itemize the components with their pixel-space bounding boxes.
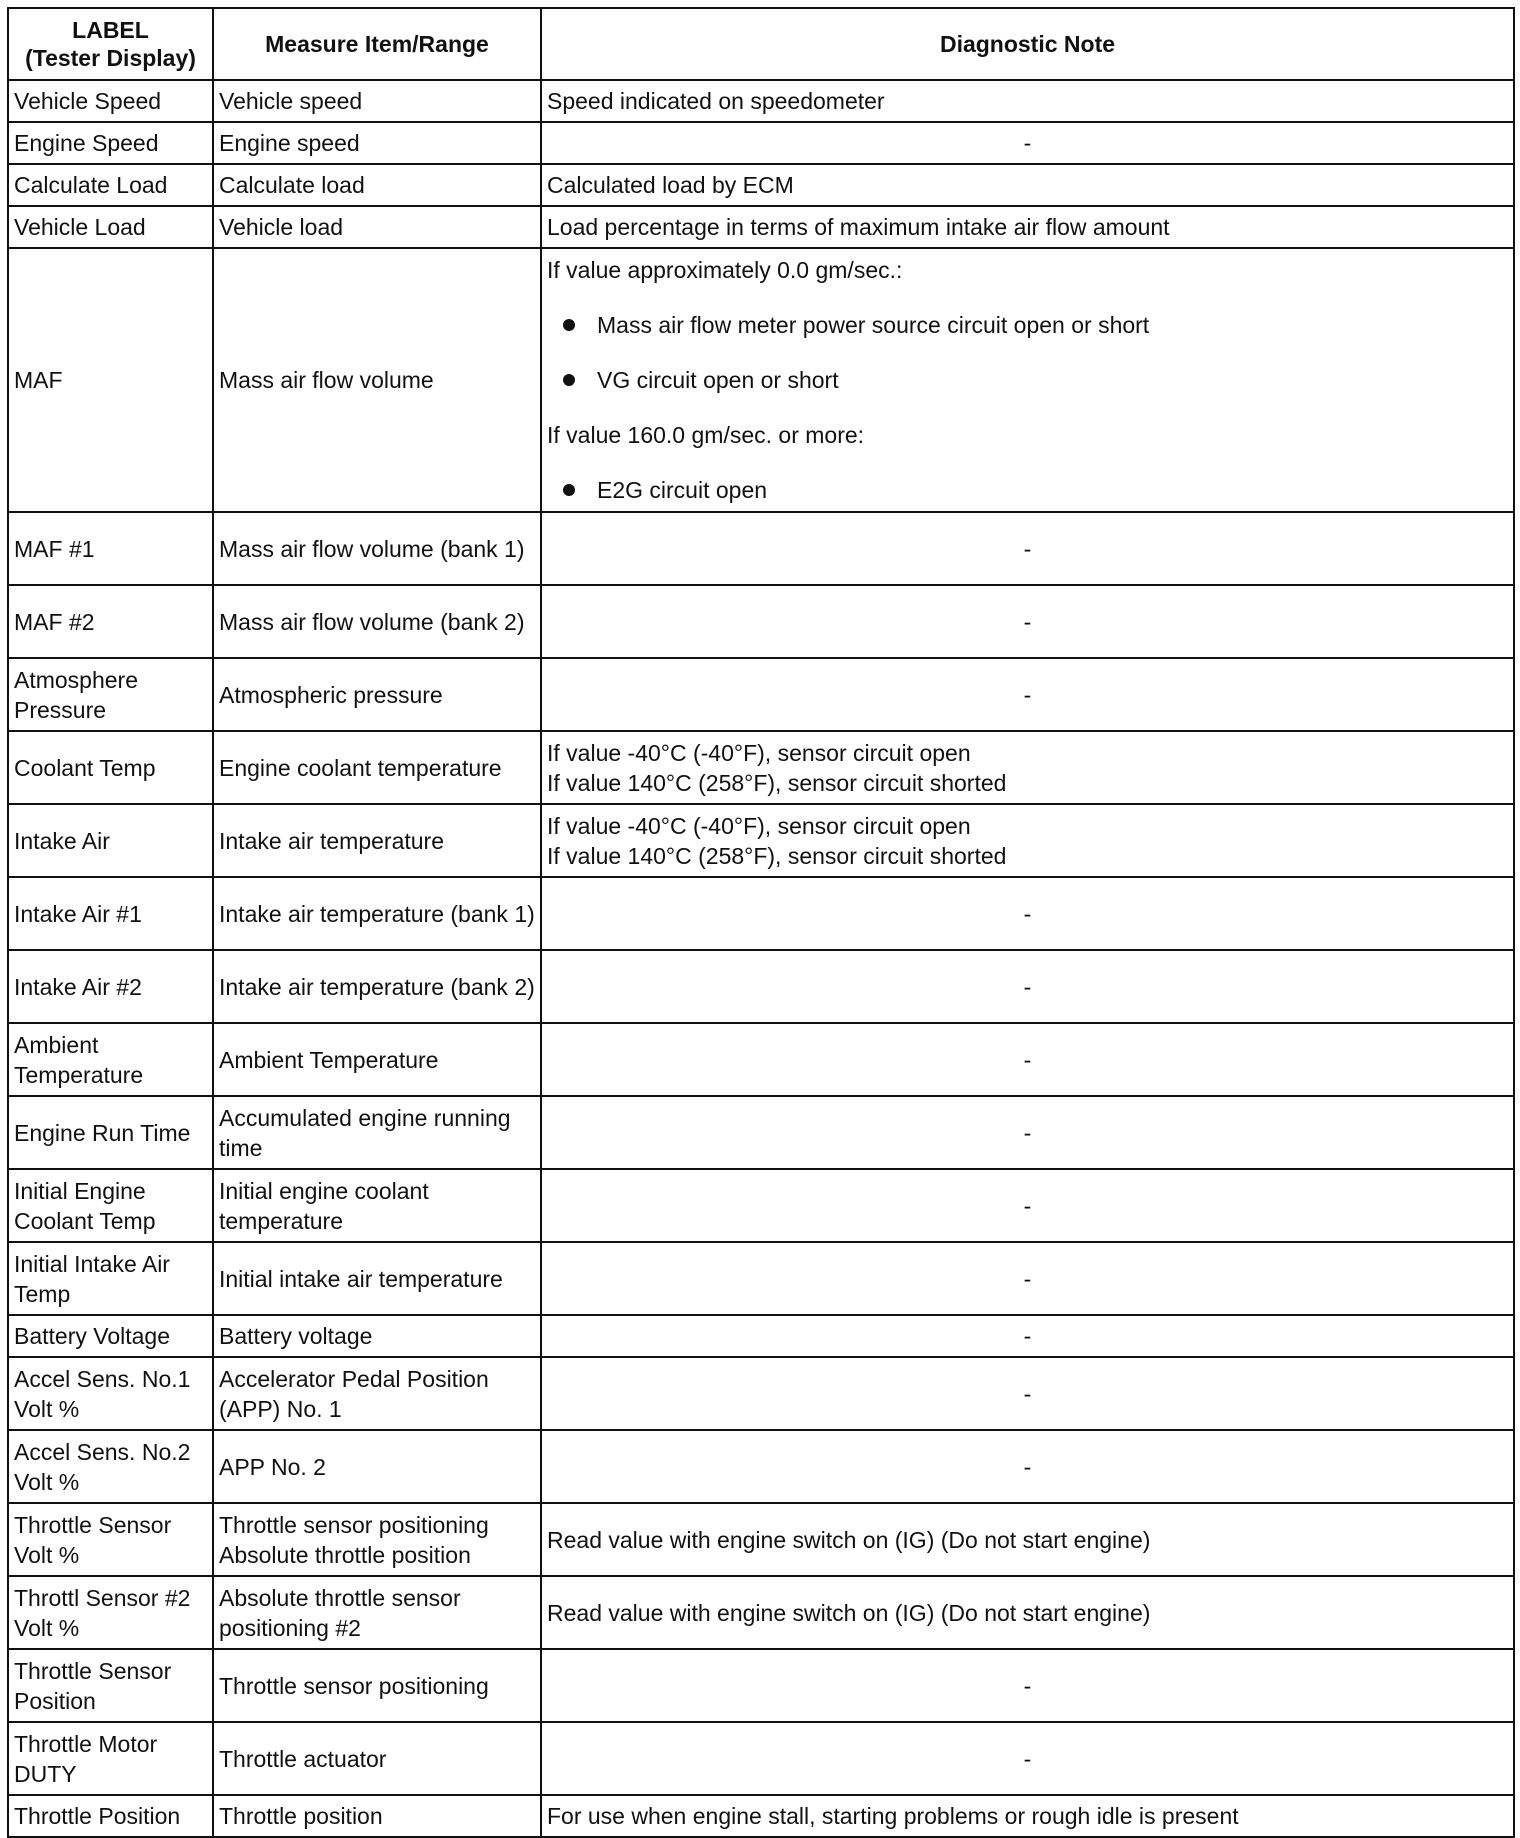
header-note: Diagnostic Note <box>541 8 1514 80</box>
label-cell: Initial Intake Air Temp <box>8 1242 213 1315</box>
note-cell: - <box>541 122 1514 164</box>
measure-cell: Throttle actuator <box>213 1722 541 1795</box>
measure-cell: Accumulated engine running time <box>213 1096 541 1169</box>
table-row <box>8 950 1514 1023</box>
measure-cell: Intake air temperature (bank 2) <box>213 950 541 1023</box>
table-row <box>8 1242 1514 1315</box>
note-cell: - <box>541 1096 1514 1169</box>
measure-cell: Vehicle speed <box>213 80 541 122</box>
measure-cell: Mass air flow volume (bank 1) <box>213 512 541 585</box>
measure-cell: Engine speed <box>213 122 541 164</box>
label-cell: Vehicle Load <box>8 206 213 248</box>
table-row <box>8 206 1514 248</box>
note-cell: Speed indicated on speedometer <box>541 80 1514 122</box>
note-cell: - <box>541 1242 1514 1315</box>
bullet-item <box>547 475 1508 505</box>
header-measure: Measure Item/Range <box>213 8 541 80</box>
bullet-item <box>547 365 1508 395</box>
measure-cell: Initial engine coolant temperature <box>213 1169 541 1242</box>
bullet-text: Mass air flow meter power source circuit open or short <box>597 312 1150 338</box>
bullet-text: E2G circuit open <box>597 477 768 503</box>
measure-cell: Throttle sensor positioning <box>213 1649 541 1722</box>
note-cell: - <box>541 950 1514 1023</box>
label-cell: MAF #1 <box>8 512 213 585</box>
note-cell: - <box>541 1023 1514 1096</box>
note-cell: - <box>541 1169 1514 1242</box>
measure-cell: Ambient Temperature <box>213 1023 541 1096</box>
label-cell: Throttle Sensor Position <box>8 1649 213 1722</box>
label-cell: Vehicle Speed <box>8 80 213 122</box>
note-cell: For use when engine stall, starting problems or rough idle is present <box>541 1795 1514 1837</box>
note-cell <box>541 804 1514 877</box>
note-line: If value 140°C (258°F), sensor circuit shorted <box>547 769 1007 796</box>
table-row <box>8 731 1514 804</box>
note-cell: Calculated load by ECM <box>541 164 1514 206</box>
measure-cell: Calculate load <box>213 164 541 206</box>
label-cell: Intake Air #2 <box>8 950 213 1023</box>
bullet-icon <box>563 484 575 496</box>
note-cell <box>541 248 1514 512</box>
table-row <box>8 1430 1514 1503</box>
bullet-item <box>547 310 1508 340</box>
table-row <box>8 1795 1514 1837</box>
measure-line: Throttle sensor positioning <box>219 1511 489 1538</box>
label-cell: Throttle Motor DUTY <box>8 1722 213 1795</box>
note-cell: - <box>541 1722 1514 1795</box>
bullet-icon <box>563 319 575 331</box>
label-cell: MAF <box>8 248 213 512</box>
table-row <box>8 122 1514 164</box>
table-row <box>8 80 1514 122</box>
note-cell: Read value with engine switch on (IG) (Do not start engine) <box>541 1503 1514 1576</box>
table-row <box>8 1722 1514 1795</box>
measure-cell: APP No. 2 <box>213 1430 541 1503</box>
measure-cell: Vehicle load <box>213 206 541 248</box>
table-row <box>8 1576 1514 1649</box>
table-row <box>8 1096 1514 1169</box>
diagnostic-data-table <box>7 7 1515 1838</box>
note-line: If value -40°C (-40°F), sensor circuit open <box>547 812 971 839</box>
table-row <box>8 1315 1514 1357</box>
bullet-text: VG circuit open or short <box>597 367 839 393</box>
note-cell: Load percentage in terms of maximum intake air flow amount <box>541 206 1514 248</box>
header-label-line: (Tester Display) <box>25 45 196 71</box>
measure-cell: Initial intake air temperature <box>213 1242 541 1315</box>
note-cell: - <box>541 1357 1514 1430</box>
note-cell: - <box>541 1315 1514 1357</box>
note-line: If value 140°C (258°F), sensor circuit shorted <box>547 842 1007 869</box>
note-line: If value 160.0 gm/sec. or more: <box>547 422 865 448</box>
label-cell: Throttl Sensor #2 Volt % <box>8 1576 213 1649</box>
note-cell: - <box>541 585 1514 658</box>
measure-line: Absolute throttle position <box>219 1541 471 1568</box>
note-cell: - <box>541 1649 1514 1722</box>
table-row <box>8 1023 1514 1096</box>
label-cell: Calculate Load <box>8 164 213 206</box>
note-cell: - <box>541 512 1514 585</box>
measure-cell: Intake air temperature (bank 1) <box>213 877 541 950</box>
table-row <box>8 658 1514 731</box>
bullet-icon <box>563 374 575 386</box>
measure-cell: Atmospheric pressure <box>213 658 541 731</box>
table-row <box>8 1503 1514 1576</box>
table-row <box>8 512 1514 585</box>
table-row <box>8 585 1514 658</box>
label-cell: Accel Sens. No.2 Volt % <box>8 1430 213 1503</box>
maf-note-list <box>547 255 1508 505</box>
label-cell: Accel Sens. No.1 Volt % <box>8 1357 213 1430</box>
label-cell: Coolant Temp <box>8 731 213 804</box>
note-cell <box>541 731 1514 804</box>
measure-cell: Intake air temperature <box>213 804 541 877</box>
measure-cell: Throttle position <box>213 1795 541 1837</box>
measure-cell: Battery voltage <box>213 1315 541 1357</box>
header-label <box>8 8 213 80</box>
note-cell: - <box>541 1430 1514 1503</box>
label-cell: Throttle Position <box>8 1795 213 1837</box>
table-row <box>8 1169 1514 1242</box>
header-row <box>8 8 1514 80</box>
table-row <box>8 248 1514 512</box>
note-line: If value -40°C (-40°F), sensor circuit open <box>547 739 971 766</box>
measure-cell: Absolute throttle sensor positioning #2 <box>213 1576 541 1649</box>
header-label-line: LABEL <box>72 17 149 43</box>
label-cell: Engine Speed <box>8 122 213 164</box>
measure-cell: Mass air flow volume (bank 2) <box>213 585 541 658</box>
note-cell: Read value with engine switch on (IG) (Do not start engine) <box>541 1576 1514 1649</box>
label-cell: Engine Run Time <box>8 1096 213 1169</box>
table-row <box>8 877 1514 950</box>
label-cell: Intake Air #1 <box>8 877 213 950</box>
label-cell: Atmosphere Pressure <box>8 658 213 731</box>
label-cell: Initial Engine Coolant Temp <box>8 1169 213 1242</box>
table-row <box>8 804 1514 877</box>
note-line: If value approximately 0.0 gm/sec.: <box>547 257 903 283</box>
label-cell: MAF #2 <box>8 585 213 658</box>
note-cell: - <box>541 658 1514 731</box>
note-cell: - <box>541 877 1514 950</box>
label-cell: Battery Voltage <box>8 1315 213 1357</box>
measure-cell: Engine coolant temperature <box>213 731 541 804</box>
table-row <box>8 1357 1514 1430</box>
table-row <box>8 1649 1514 1722</box>
measure-cell: Mass air flow volume <box>213 248 541 512</box>
label-cell: Intake Air <box>8 804 213 877</box>
measure-cell <box>213 1503 541 1576</box>
table-row <box>8 164 1514 206</box>
measure-cell: Accelerator Pedal Position (APP) No. 1 <box>213 1357 541 1430</box>
label-cell: Ambient Temperature <box>8 1023 213 1096</box>
label-cell: Throttle Sensor Volt % <box>8 1503 213 1576</box>
